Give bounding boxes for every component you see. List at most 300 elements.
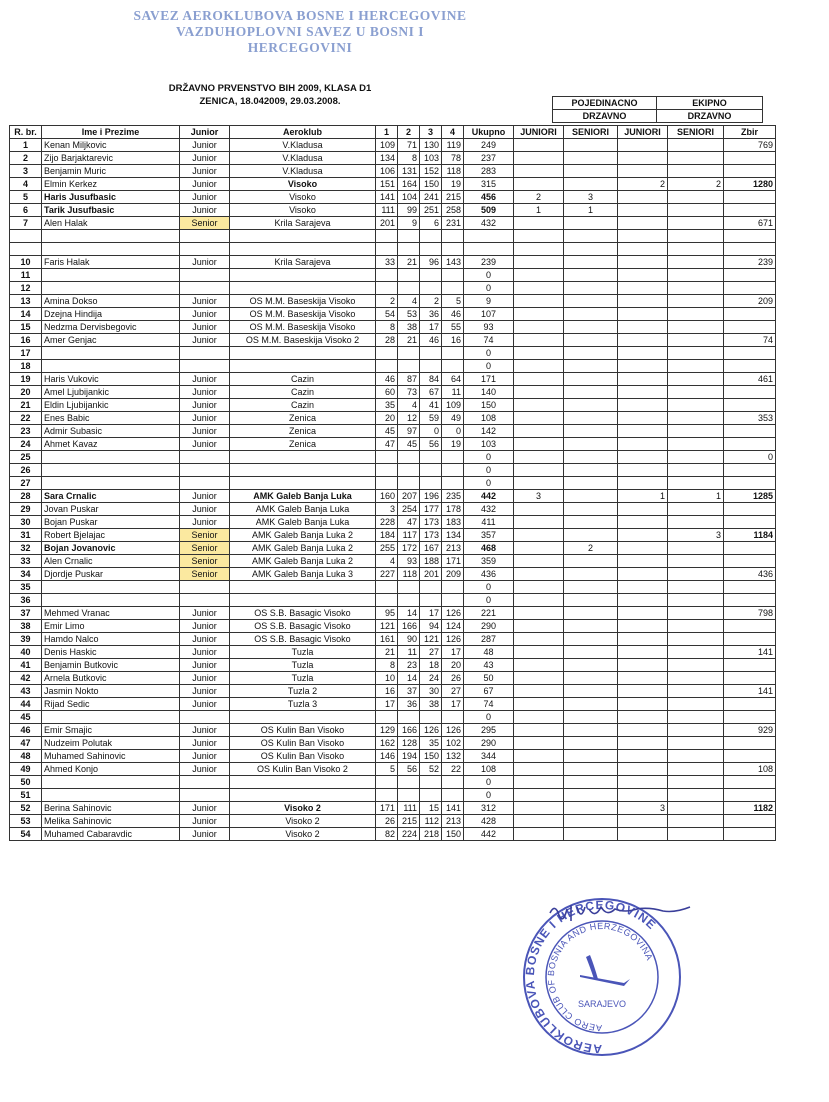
row-ind-senior: [564, 412, 618, 425]
row-round-1: 141: [376, 191, 398, 204]
stamp-inner-text: AERO CLUB OF BOSNIA AND HERZEGOVINA: [545, 920, 655, 1034]
row-ind-senior: [564, 334, 618, 347]
row-round-1: 4: [376, 555, 398, 568]
row-team-senior: [668, 763, 724, 776]
row-category: [180, 711, 230, 724]
row-round-4: [442, 282, 464, 295]
row-club: [230, 451, 376, 464]
row-number: 3: [10, 165, 42, 178]
row-team-senior: [668, 386, 724, 399]
row-round-1: [376, 347, 398, 360]
row-category: Junior: [180, 503, 230, 516]
row-round-3: 167: [420, 542, 442, 555]
row-ind-senior: [564, 386, 618, 399]
row-category: Junior: [180, 321, 230, 334]
row-team-senior: 3: [668, 529, 724, 542]
row-team-junior: [618, 308, 668, 321]
row-team-senior: [668, 425, 724, 438]
row-round-2: [398, 451, 420, 464]
row-round-2: [398, 282, 420, 295]
row-total: 67: [464, 685, 514, 698]
row-round-1: 111: [376, 204, 398, 217]
row-club: OS M.M. Baseskija Visoko: [230, 321, 376, 334]
row-name: [42, 581, 180, 594]
row-ind-junior: [514, 282, 564, 295]
row-category: Junior: [180, 334, 230, 347]
row-ind-senior: [564, 581, 618, 594]
row-number: 17: [10, 347, 42, 360]
row-name: [42, 477, 180, 490]
row-team-junior: [618, 191, 668, 204]
signature: [545, 895, 715, 935]
row-total: 0: [464, 464, 514, 477]
row-ind-junior: [514, 464, 564, 477]
row-round-2: 128: [398, 737, 420, 750]
row-round-3: [420, 282, 442, 295]
table-row: [10, 139, 776, 152]
glider-icon: [580, 955, 630, 986]
row-round-4: 55: [442, 321, 464, 334]
row-club: OS S.B. Basagic Visoko: [230, 620, 376, 633]
row-zbir: 436: [724, 568, 776, 581]
row-total: 0: [464, 581, 514, 594]
row-round-3: 196: [420, 490, 442, 503]
row-total: 0: [464, 594, 514, 607]
row-round-2: [398, 464, 420, 477]
row-ind-junior: [514, 581, 564, 594]
row-round-4: 49: [442, 412, 464, 425]
row-name: Jasmin Nokto: [42, 685, 180, 698]
row-round-4: [442, 776, 464, 789]
row-round-1: [376, 594, 398, 607]
row-total: 0: [464, 269, 514, 282]
row-zbir: 671: [724, 217, 776, 230]
row-ind-senior: [564, 139, 618, 152]
row-number: 35: [10, 581, 42, 594]
row-ind-junior: [514, 451, 564, 464]
table-row: [10, 451, 776, 464]
row-number: 20: [10, 386, 42, 399]
row-round-1: [376, 282, 398, 295]
table-row: [10, 204, 776, 217]
row-round-2: 4: [398, 399, 420, 412]
results-header-row: [10, 126, 776, 139]
row-zbir: [724, 776, 776, 789]
row-club: AMK Galeb Banja Luka 3: [230, 568, 376, 581]
row-ind-junior: [514, 503, 564, 516]
row-ind-senior: 3: [564, 191, 618, 204]
row-ind-junior: [514, 217, 564, 230]
row-ind-junior: [514, 243, 564, 256]
col-round-3-header: 3: [420, 126, 442, 139]
row-round-2: [398, 789, 420, 802]
row-category: [180, 269, 230, 282]
row-category: Junior: [180, 425, 230, 438]
row-round-3: 17: [420, 321, 442, 334]
row-round-2: 12: [398, 412, 420, 425]
row-team-junior: [618, 243, 668, 256]
row-ind-senior: [564, 763, 618, 776]
row-club: [230, 243, 376, 256]
row-name: Nudzeim Polutak: [42, 737, 180, 750]
row-number: 27: [10, 477, 42, 490]
row-club: Zenica: [230, 438, 376, 451]
row-round-4: 64: [442, 373, 464, 386]
row-name: Berina Sahinovic: [42, 802, 180, 815]
row-team-junior: [618, 165, 668, 178]
row-team-junior: [618, 763, 668, 776]
row-total: 150: [464, 399, 514, 412]
row-round-4: [442, 451, 464, 464]
row-ind-senior: [564, 243, 618, 256]
row-total: 442: [464, 828, 514, 841]
row-round-3: 121: [420, 633, 442, 646]
row-zbir: [724, 620, 776, 633]
row-name: Haris Vukovic: [42, 373, 180, 386]
row-team-junior: [618, 425, 668, 438]
row-club: AMK Galeb Banja Luka 2: [230, 555, 376, 568]
row-round-4: 171: [442, 555, 464, 568]
row-number: 48: [10, 750, 42, 763]
row-team-junior: [618, 555, 668, 568]
group-header-table: [552, 96, 763, 123]
row-round-4: 19: [442, 438, 464, 451]
row-round-1: [376, 360, 398, 373]
row-total: [464, 230, 514, 243]
row-name: [42, 451, 180, 464]
row-team-senior: [668, 542, 724, 555]
row-club: OS Kulin Ban Visoko 2: [230, 763, 376, 776]
row-round-3: 18: [420, 659, 442, 672]
row-zbir: [724, 542, 776, 555]
row-ind-senior: [564, 152, 618, 165]
header-line-1: SAVEZ AEROKLUBOVA BOSNE I HERCEGOVINE: [133, 8, 467, 23]
row-name: Sara Crnalic: [42, 490, 180, 503]
row-zbir: [724, 633, 776, 646]
row-round-3: [420, 269, 442, 282]
row-ind-junior: [514, 828, 564, 841]
row-round-1: 228: [376, 516, 398, 529]
row-category: Junior: [180, 438, 230, 451]
row-name: Jovan Puskar: [42, 503, 180, 516]
row-zbir: [724, 360, 776, 373]
row-club: Tuzla: [230, 659, 376, 672]
row-zbir: 209: [724, 295, 776, 308]
row-category: Junior: [180, 295, 230, 308]
row-total: 48: [464, 646, 514, 659]
row-zbir: 461: [724, 373, 776, 386]
row-round-4: 143: [442, 256, 464, 269]
table-row: [10, 282, 776, 295]
row-club: Visoko: [230, 204, 376, 217]
row-round-1: 10: [376, 672, 398, 685]
row-round-2: 14: [398, 672, 420, 685]
row-club: OS M.M. Baseskija Visoko 2: [230, 334, 376, 347]
row-name: Admir Subasic: [42, 425, 180, 438]
row-category: Junior: [180, 139, 230, 152]
row-ind-senior: [564, 399, 618, 412]
row-ind-senior: [564, 659, 618, 672]
row-team-senior: [668, 269, 724, 282]
row-ind-senior: [564, 802, 618, 815]
row-round-4: 102: [442, 737, 464, 750]
row-round-3: 150: [420, 178, 442, 191]
row-ind-senior: [564, 464, 618, 477]
row-club: AMK Galeb Banja Luka: [230, 490, 376, 503]
row-zbir: [724, 477, 776, 490]
row-team-junior: [618, 607, 668, 620]
row-round-1: 134: [376, 152, 398, 165]
row-team-junior: [618, 750, 668, 763]
row-round-2: 47: [398, 516, 420, 529]
row-team-senior: [668, 581, 724, 594]
row-club: [230, 789, 376, 802]
row-zbir: 74: [724, 334, 776, 347]
results-table: [9, 125, 776, 841]
row-category: Junior: [180, 750, 230, 763]
row-round-1: 255: [376, 542, 398, 555]
row-ind-junior: [514, 256, 564, 269]
row-zbir: [724, 191, 776, 204]
table-row: [10, 256, 776, 269]
row-team-junior: [618, 620, 668, 633]
table-row: [10, 464, 776, 477]
row-number: 36: [10, 594, 42, 607]
row-total: 9: [464, 295, 514, 308]
row-club: [230, 269, 376, 282]
row-round-1: 3: [376, 503, 398, 516]
row-zbir: [724, 789, 776, 802]
row-zbir: [724, 750, 776, 763]
row-name: [42, 243, 180, 256]
row-team-junior: [618, 230, 668, 243]
table-row: [10, 295, 776, 308]
row-round-2: 37: [398, 685, 420, 698]
table-row: [10, 399, 776, 412]
row-round-4: 132: [442, 750, 464, 763]
row-team-junior: [618, 386, 668, 399]
row-total: 107: [464, 308, 514, 321]
row-total: 456: [464, 191, 514, 204]
row-number: 26: [10, 464, 42, 477]
row-club: Krila Sarajeva: [230, 256, 376, 269]
row-round-4: [442, 360, 464, 373]
row-round-3: 46: [420, 334, 442, 347]
row-category: Junior: [180, 659, 230, 672]
row-category: Junior: [180, 815, 230, 828]
row-club: Visoko 2: [230, 802, 376, 815]
row-number: 51: [10, 789, 42, 802]
row-round-1: 95: [376, 607, 398, 620]
row-round-4: [442, 243, 464, 256]
row-round-1: 2: [376, 295, 398, 308]
row-category: [180, 451, 230, 464]
row-round-3: 96: [420, 256, 442, 269]
row-category: Junior: [180, 152, 230, 165]
row-round-3: 177: [420, 503, 442, 516]
row-zbir: [724, 503, 776, 516]
row-zbir: 108: [724, 763, 776, 776]
row-zbir: [724, 711, 776, 724]
row-number: 34: [10, 568, 42, 581]
row-ind-junior: [514, 555, 564, 568]
row-name: [42, 269, 180, 282]
row-round-3: 152: [420, 165, 442, 178]
row-round-4: 118: [442, 165, 464, 178]
row-ind-senior: [564, 529, 618, 542]
row-number: 39: [10, 633, 42, 646]
col-category-header: Junior: [180, 126, 230, 139]
row-category: Junior: [180, 490, 230, 503]
row-round-3: 36: [420, 308, 442, 321]
row-round-1: 184: [376, 529, 398, 542]
row-round-3: 103: [420, 152, 442, 165]
table-row: [10, 217, 776, 230]
row-club: V.Kladusa: [230, 139, 376, 152]
row-zbir: [724, 581, 776, 594]
col-zbir-header: Zbir: [724, 126, 776, 139]
row-round-1: 33: [376, 256, 398, 269]
col-team-seniori-header: SENIORI: [668, 126, 724, 139]
row-ind-junior: [514, 659, 564, 672]
row-team-senior: [668, 737, 724, 750]
row-round-3: [420, 789, 442, 802]
row-team-junior: [618, 282, 668, 295]
row-club: Cazin: [230, 386, 376, 399]
row-round-4: 150: [442, 828, 464, 841]
table-row: [10, 581, 776, 594]
row-total: 108: [464, 763, 514, 776]
table-row: [10, 763, 776, 776]
row-club: OS Kulin Ban Visoko: [230, 724, 376, 737]
row-number: 22: [10, 412, 42, 425]
row-round-2: 97: [398, 425, 420, 438]
row-name: Robert Bjelajac: [42, 529, 180, 542]
table-row: [10, 425, 776, 438]
col-team-juniori-header: JUNIORI: [618, 126, 668, 139]
row-ind-junior: [514, 165, 564, 178]
row-ind-senior: [564, 321, 618, 334]
row-total: 312: [464, 802, 514, 815]
row-club: OS Kulin Ban Visoko: [230, 737, 376, 750]
row-total: 0: [464, 477, 514, 490]
row-round-2: 118: [398, 568, 420, 581]
row-total: 171: [464, 373, 514, 386]
row-round-1: 47: [376, 438, 398, 451]
row-ind-senior: [564, 724, 618, 737]
row-category: [180, 243, 230, 256]
row-category: [180, 477, 230, 490]
row-round-3: 84: [420, 373, 442, 386]
row-round-2: 11: [398, 646, 420, 659]
row-total: 344: [464, 750, 514, 763]
row-round-1: 35: [376, 399, 398, 412]
row-total: 74: [464, 334, 514, 347]
row-team-junior: [618, 334, 668, 347]
row-club: [230, 347, 376, 360]
row-round-2: [398, 711, 420, 724]
row-round-1: 109: [376, 139, 398, 152]
row-club: OS S.B. Basagic Visoko: [230, 633, 376, 646]
row-ind-junior: [514, 594, 564, 607]
row-team-senior: 1: [668, 490, 724, 503]
row-club: [230, 594, 376, 607]
row-round-4: 109: [442, 399, 464, 412]
stamp-city: SARAJEVO: [577, 999, 627, 1009]
row-round-1: 54: [376, 308, 398, 321]
table-row: [10, 243, 776, 256]
row-round-3: 17: [420, 607, 442, 620]
row-team-junior: [618, 347, 668, 360]
row-club: Visoko: [230, 178, 376, 191]
row-round-2: [398, 360, 420, 373]
row-total: 237: [464, 152, 514, 165]
row-category: Junior: [180, 256, 230, 269]
row-round-3: 0: [420, 425, 442, 438]
row-category: Junior: [180, 373, 230, 386]
row-name: Bojan Puskar: [42, 516, 180, 529]
row-club: Tuzla 2: [230, 685, 376, 698]
row-round-3: [420, 347, 442, 360]
row-round-3: [420, 243, 442, 256]
row-team-senior: [668, 724, 724, 737]
row-number: 46: [10, 724, 42, 737]
row-zbir: 141: [724, 646, 776, 659]
row-total: 93: [464, 321, 514, 334]
row-team-senior: [668, 347, 724, 360]
row-round-3: 112: [420, 815, 442, 828]
row-team-junior: [618, 321, 668, 334]
row-category: Junior: [180, 724, 230, 737]
table-row: [10, 542, 776, 555]
row-ind-junior: [514, 776, 564, 789]
row-name: [42, 789, 180, 802]
row-round-3: [420, 464, 442, 477]
row-round-1: [376, 451, 398, 464]
row-round-1: [376, 789, 398, 802]
row-number: [10, 243, 42, 256]
row-round-2: 14: [398, 607, 420, 620]
row-team-senior: [668, 503, 724, 516]
row-round-4: [442, 230, 464, 243]
row-round-3: 67: [420, 386, 442, 399]
row-team-junior: [618, 594, 668, 607]
row-round-4: 78: [442, 152, 464, 165]
row-total: 221: [464, 607, 514, 620]
row-round-2: 254: [398, 503, 420, 516]
row-club: Tuzla 3: [230, 698, 376, 711]
row-round-4: 213: [442, 542, 464, 555]
row-team-junior: [618, 646, 668, 659]
group-drzavno-team: DRZAVNO: [657, 110, 763, 123]
col-round-4-header: 4: [442, 126, 464, 139]
row-round-1: 45: [376, 425, 398, 438]
row-team-senior: [668, 204, 724, 217]
row-round-3: [420, 477, 442, 490]
row-round-4: 26: [442, 672, 464, 685]
row-team-junior: [618, 685, 668, 698]
row-team-junior: [618, 789, 668, 802]
row-name: Amer Genjac: [42, 334, 180, 347]
table-row: [10, 750, 776, 763]
row-round-4: 126: [442, 607, 464, 620]
row-ind-junior: [514, 802, 564, 815]
row-number: 18: [10, 360, 42, 373]
row-round-1: [376, 711, 398, 724]
row-round-1: [376, 776, 398, 789]
row-team-senior: [668, 412, 724, 425]
row-round-4: 119: [442, 139, 464, 152]
